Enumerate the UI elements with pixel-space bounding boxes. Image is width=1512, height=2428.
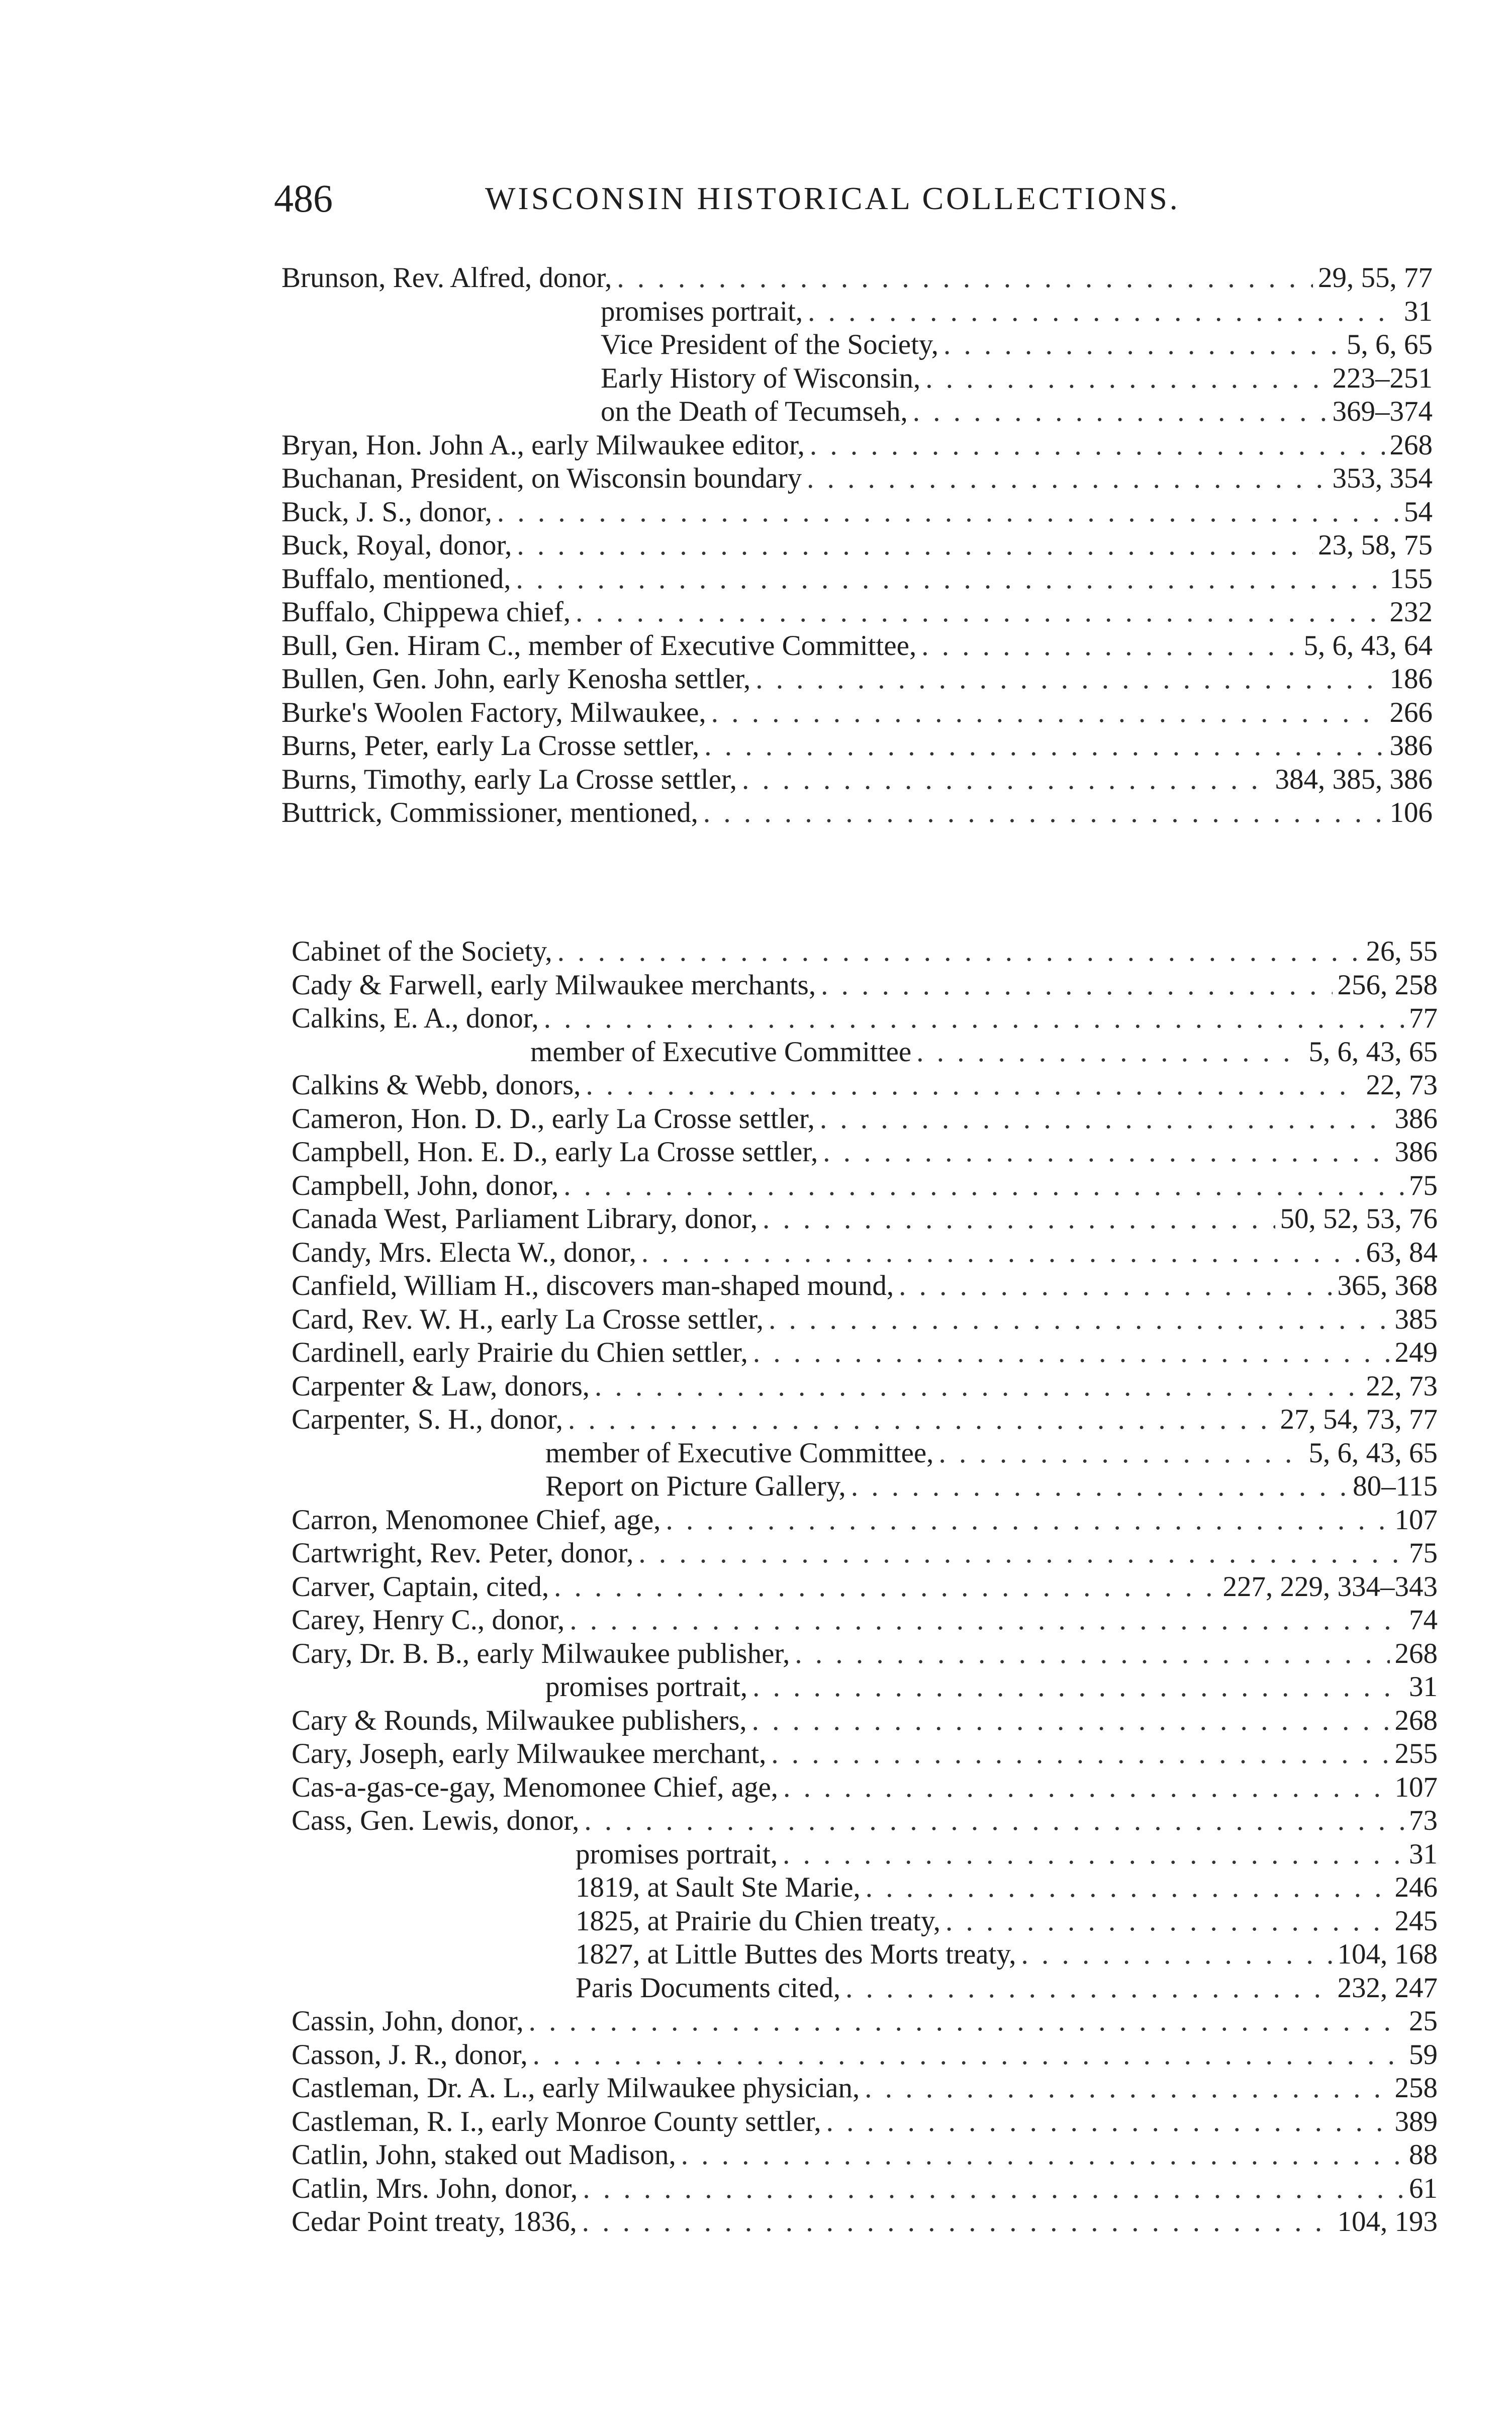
entry-text: Buchanan, President, on Wisconsin boundary [281,462,802,494]
dot-leader [704,729,1384,763]
dot-leader [752,1670,1404,1704]
entry-text: Bryan, Hon. John A., early Milwaukee editor, [281,429,805,461]
index-entry [292,1504,1438,1537]
entry-text: promises portrait, [545,1671,748,1703]
dot-leader [641,1236,1361,1270]
entry-text: member of Executive Committee, [545,1437,934,1469]
index-entry [292,2038,1438,2072]
dot-leader [582,2205,1333,2239]
entry-pages: 75 [1409,1169,1438,1201]
dot-leader [544,1002,1404,1036]
dot-leader [946,1905,1389,1938]
index-entry [292,1002,1438,1036]
dot-leader [557,935,1361,969]
dot-leader [755,663,1384,696]
dot-leader [807,462,1327,496]
index-entry [292,2205,1438,2239]
entry-pages: 227, 229, 334–343 [1222,1570,1438,1603]
entry-text: Paris Documents cited, [576,1972,841,2004]
index-entry [292,1570,1438,1604]
entry-text: Carver, Captain, cited, [292,1570,549,1603]
entry-text: Cas-a-gas-ce-gay, Menomonee Chief, age, [292,1771,779,1803]
index-entry [292,935,1438,969]
dot-leader [563,1169,1404,1203]
entry-pages: 74 [1409,1604,1438,1636]
entry-pages: 155 [1389,563,1433,595]
entry-pages: 268 [1394,1704,1438,1736]
index-entry [292,2138,1438,2172]
entry-text: Burns, Timothy, early La Crosse settler, [281,763,737,795]
dot-leader [763,1202,1275,1236]
dot-leader [517,529,1313,563]
index-entry [281,563,1433,596]
entry-text: Cary, Joseph, early Milwaukee merchant, [292,1738,767,1769]
index-subentry [292,1838,1438,1872]
dot-leader [943,328,1342,362]
entry-text: Candy, Mrs. Electa W., donor, [292,1236,636,1268]
entry-pages: 26, 55 [1366,936,1438,967]
index-entry [281,763,1433,797]
index-entry [292,1604,1438,1637]
entry-pages: 107 [1394,1504,1438,1536]
index-entry [292,1069,1438,1102]
dot-leader [584,1804,1404,1838]
entry-text: 1827, at Little Buttes des Morts treaty, [576,1938,1016,1970]
entry-pages: 63, 84 [1366,1236,1438,1268]
entry-text: Canada West, Parliament Library, donor, [292,1203,758,1235]
dot-leader [865,2072,1389,2105]
entry-text: Bull, Gen. Hiram C., member of Executive Committee, [281,629,917,662]
entry-pages: 255 [1394,1738,1438,1769]
entry-text: Castleman, Dr. A. L., early Milwaukee physician, [292,2072,860,2104]
index-entry [292,1102,1438,1136]
entry-pages: 25 [1409,2005,1438,2037]
dot-leader [595,1370,1361,1404]
dot-leader [742,763,1270,797]
index-entry [281,261,1433,295]
index-entry [281,796,1433,830]
entry-pages: 232, 247 [1337,1972,1438,2004]
index-entry [292,1804,1438,1838]
entry-text: Brunson, Rev. Alfred, donor, [281,262,612,294]
index-entry [292,2105,1438,2139]
dot-leader [570,1604,1404,1637]
entry-pages: 31 [1409,1671,1438,1703]
entry-text: Burns, Peter, early La Crosse settler, [281,730,700,762]
entry-text: Vice President of the Society, [601,329,938,360]
index-entry [292,969,1438,1002]
entry-pages: 386 [1389,730,1433,762]
index-subentry [292,1036,1438,1069]
entry-pages: 256, 258 [1337,969,1438,1001]
entry-text: 1819, at Sault Ste Marie, [576,1872,861,1903]
entry-pages: 23, 58, 75 [1318,529,1433,561]
index-entry [281,663,1433,696]
entry-pages: 31 [1404,295,1433,327]
entry-pages: 106 [1389,797,1433,828]
entry-pages: 369–374 [1332,396,1433,427]
index-entry [292,1370,1438,1404]
dot-leader [638,1537,1404,1570]
entry-text: Early History of Wisconsin, [601,362,921,394]
dot-leader [752,1704,1390,1738]
index-section-b [281,261,1433,830]
entry-text: on the Death of Tecumseh, [601,396,908,427]
index-entry [292,1737,1438,1771]
index-entry [292,2172,1438,2206]
dot-leader [516,563,1384,596]
entry-pages: 353, 354 [1332,462,1433,494]
entry-pages: 80–115 [1353,1470,1438,1502]
entry-pages: 268 [1394,1637,1438,1669]
dot-leader [851,1470,1348,1504]
index-entry [292,1537,1438,1570]
entry-text: promises portrait, [601,295,803,327]
entry-text: Bullen, Gen. John, early Kenosha settler, [281,663,751,695]
entry-pages: 385 [1394,1303,1438,1335]
index-entry [292,1202,1438,1236]
dot-leader [938,1437,1303,1470]
entry-text: Buck, Royal, donor, [281,529,512,561]
entry-text: Report on Picture Gallery, [545,1470,846,1502]
dot-leader [866,1871,1390,1905]
entry-pages: 50, 52, 53, 76 [1280,1203,1438,1235]
entry-text: 1825, at Prairie du Chien treaty, [576,1905,941,1937]
entry-pages: 5, 6, 43, 65 [1308,1437,1438,1469]
index-entry [292,1169,1438,1203]
index-entry [292,1303,1438,1337]
entry-pages: 232 [1389,596,1433,628]
entry-pages: 5, 6, 43, 65 [1308,1036,1438,1068]
dot-leader [711,696,1385,730]
entry-text: Casson, J. R., donor, [292,2038,528,2071]
entry-pages: 27, 54, 73, 77 [1280,1404,1438,1435]
entry-pages: 54 [1404,496,1433,528]
entry-pages: 77 [1409,1002,1438,1034]
entry-pages: 73 [1409,1805,1438,1836]
entry-pages: 88 [1409,2139,1438,2171]
entry-text: Cassin, John, donor, [292,2005,524,2037]
dot-leader [554,1570,1217,1604]
entry-text: Campbell, John, donor, [292,1169,559,1201]
dot-leader [497,496,1399,529]
entry-pages: 107 [1394,1771,1438,1803]
entry-text: Castleman, R. I., early Monroe County settler, [292,2105,821,2137]
entry-text: Cary & Rounds, Milwaukee publishers, [292,1704,747,1736]
entry-text: Cedar Point treaty, 1836, [292,2206,577,2237]
entry-text: Catlin, Mrs. John, donor, [292,2172,578,2204]
index-entry [292,2072,1438,2105]
entry-pages: 104, 193 [1337,2206,1438,2237]
dot-leader [529,2005,1404,2038]
index-subentry [281,362,1433,396]
entry-pages: 104, 168 [1337,1938,1438,1970]
entry-pages: 386 [1394,1102,1438,1135]
dot-leader [820,1102,1390,1136]
index-subentry [281,395,1433,429]
index-entry [281,462,1433,496]
entry-pages: 249 [1394,1337,1438,1368]
entry-pages: 258 [1394,2072,1438,2104]
entry-text: Campbell, Hon. E. D., early La Crosse settler, [292,1136,818,1168]
entry-pages: 31 [1409,1838,1438,1870]
index-subentry [292,1470,1438,1504]
entry-pages: 186 [1389,663,1433,695]
dot-leader [771,1737,1389,1771]
entry-text: Cartwright, Rev. Peter, donor, [292,1537,634,1569]
entry-text: Calkins, E. A., donor, [292,1002,539,1034]
index-entry [292,1403,1438,1437]
dot-leader [810,429,1385,462]
dot-leader [808,295,1399,329]
dot-leader [703,796,1385,830]
index-subentry [292,1905,1438,1938]
index-subentry [292,1437,1438,1470]
index-entry [281,496,1433,529]
index-entry [281,596,1433,629]
dot-leader [821,969,1332,1002]
entry-pages: 5, 6, 65 [1347,329,1433,360]
page-header [274,173,1430,224]
entry-text: Cady & Farwell, early Milwaukee merchants, [292,969,816,1001]
dot-leader [783,1838,1404,1872]
index-entry [281,529,1433,563]
index-subentry [292,1938,1438,1972]
dot-leader [666,1504,1389,1537]
dot-leader [533,2038,1404,2072]
index-section-c [292,935,1438,2239]
entry-pages: 266 [1389,696,1433,728]
entry-text: Carey, Henry C., donor, [292,1604,565,1636]
dot-leader [576,596,1384,629]
dot-leader [913,395,1328,429]
index-entry [292,2005,1438,2038]
dot-leader [769,1303,1389,1337]
entry-pages: 386 [1394,1136,1438,1168]
index-subentry [292,1871,1438,1905]
entry-text: Buttrick, Commissioner, mentioned, [281,797,698,828]
dot-leader [845,1972,1332,2005]
entry-text: Buffalo, Chippewa chief, [281,596,571,628]
entry-pages: 389 [1394,2105,1438,2137]
entry-pages: 246 [1394,1872,1438,1903]
dot-leader [795,1637,1389,1671]
dot-leader [681,2138,1404,2172]
dot-leader [823,1136,1389,1169]
entry-text: Calkins & Webb, donors, [292,1069,581,1101]
index-subentry [292,1972,1438,2005]
entry-pages: 245 [1394,1905,1438,1937]
entry-text: Carpenter, S. H., donor, [292,1404,563,1435]
dot-leader [617,261,1313,295]
entry-text: Carpenter & Law, donors, [292,1370,590,1402]
index-subentry [281,328,1433,362]
index-entry [292,1771,1438,1805]
entry-pages: 5, 6, 43, 64 [1303,629,1433,662]
entry-text: Cary, Dr. B. B., early Milwaukee publisher, [292,1637,790,1669]
dot-leader [921,629,1298,663]
entry-pages: 29, 55, 77 [1318,262,1433,294]
entry-pages: 223–251 [1332,362,1433,394]
dot-leader [586,1069,1361,1102]
index-subentry [292,1670,1438,1704]
entry-pages: 75 [1409,1537,1438,1569]
index-entry [281,696,1433,730]
entry-text: Burke's Woolen Factory, Milwaukee, [281,696,706,728]
entry-pages: 268 [1389,429,1433,461]
dot-leader [925,362,1327,396]
index-entry [292,1704,1438,1738]
entry-text: Catlin, John, staked out Madison, [292,2139,676,2171]
dot-leader [753,1336,1390,1370]
dot-leader [583,2172,1404,2206]
entry-pages: 365, 368 [1337,1270,1438,1301]
entry-text: Cameron, Hon. D. D., early La Crosse settler, [292,1102,815,1135]
page-number: 486 [274,176,333,220]
index-entry [292,1136,1438,1169]
entry-text: Buffalo, mentioned, [281,563,511,595]
index-entry [292,1269,1438,1303]
index-subentry [281,295,1433,329]
index-entry [292,1236,1438,1270]
dot-leader [568,1403,1275,1437]
entry-text: Cabinet of the Society, [292,936,552,967]
entry-text: Cass, Gen. Lewis, donor, [292,1805,580,1836]
entry-pages: 59 [1409,2038,1438,2071]
index-entry [281,429,1433,462]
entry-pages: 61 [1409,2172,1438,2204]
entry-text: member of Executive Committee [530,1036,912,1068]
entry-text: Cardinell, early Prairie du Chien settler, [292,1337,748,1368]
entry-pages: 22, 73 [1366,1370,1438,1402]
dot-leader [826,2105,1390,2139]
dot-leader [899,1269,1332,1303]
index-entry [292,1637,1438,1671]
dot-leader [783,1771,1389,1805]
entry-pages: 22, 73 [1366,1069,1438,1101]
entry-text: Canfield, William H., discovers man-shaped mound, [292,1270,894,1301]
index-entry [281,629,1433,663]
dot-leader [1021,1938,1333,1972]
index-entry [281,729,1433,763]
entry-pages: 384, 385, 386 [1275,763,1433,795]
entry-text: Carron, Menomonee Chief, age, [292,1504,661,1536]
entry-text: promises portrait, [576,1838,778,1870]
entry-text: Buck, J. S., donor, [281,496,492,528]
dot-leader [916,1036,1303,1069]
entry-text: Card, Rev. W. H., early La Crosse settler, [292,1303,764,1335]
running-head: WISCONSIN HISTORICAL COLLECTIONS. [485,180,1180,216]
index-entry [292,1336,1438,1370]
